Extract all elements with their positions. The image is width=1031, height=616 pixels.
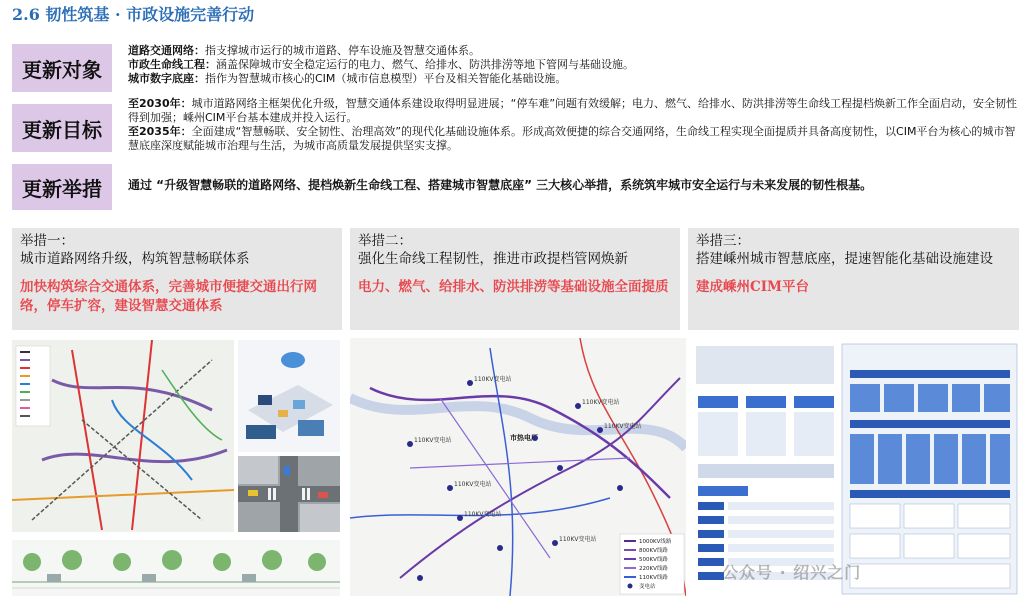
legend-item: 500KV线路 bbox=[639, 557, 668, 563]
measure-title: 强化生命线工程韧性，推进市政提档管网焕新 bbox=[358, 251, 628, 267]
cim-platform-diagram bbox=[692, 340, 1019, 596]
station-label: 110KV变电站 bbox=[454, 481, 492, 488]
measure-panel-2 bbox=[350, 228, 680, 330]
intersection-photo bbox=[238, 456, 340, 532]
measure-head: 举措二： bbox=[358, 233, 412, 249]
desc-line: 至2030年：城市道路网络主框架优化升级，智慧交通体系建设取得明显进展；“停车难”问题有效缓解；电力、燃气、给排水、防洪排涝等生命线工程提档焕新工作全面启动，安全韧性得到加强；嵊州CIM平台基本建成并投入运行。 bbox=[128, 97, 1018, 124]
desc-line: 道路交通网络：指支撑城市运行的城市道路、停车设施及智慧交通体系。 bbox=[128, 44, 480, 57]
legend-item: 变电站 bbox=[639, 584, 656, 590]
station-label: 110KV变电站 bbox=[559, 536, 597, 543]
legend-item: 800KV线路 bbox=[639, 548, 668, 554]
center-label: 市热电厂 bbox=[510, 434, 538, 442]
update-target-desc bbox=[128, 44, 1018, 86]
measure-title: 城市道路网络升级，构筑智慧畅联体系 bbox=[20, 251, 250, 267]
watermark: 公众号 · 绍兴之门 bbox=[722, 563, 862, 582]
power-grid-map bbox=[350, 338, 686, 596]
label-update-measures: 更新举措 bbox=[12, 164, 112, 210]
legend-item: 110KV线路 bbox=[639, 575, 668, 581]
desc-line: 至2035年：全面建成“智慧畅联、安全韧性、治理高效”的现代化基础设施体系。形成高效便捷的综合交通网络，生命线工程实现全面提质并具备高度韧性，以CIM平台为核心的城市智慧底座深度赋能城市治理与生活，为城市高质量发展提供坚实支撑。 bbox=[128, 125, 1016, 152]
street-section-drawing bbox=[12, 540, 340, 596]
legend-item: 220KV线路 bbox=[639, 566, 668, 572]
update-goal-desc bbox=[128, 97, 1018, 153]
station-label: 110KV变电站 bbox=[582, 399, 620, 406]
legend-item: 1000KV线路 bbox=[639, 539, 672, 545]
measure-highlight: 电力、燃气、给排水、防洪排涝等基础设施全面提质 bbox=[358, 279, 669, 295]
station-label: 110KV变电站 bbox=[474, 376, 512, 383]
page-title: 2.6 韧性筑基 · 市政设施完善行动 bbox=[12, 5, 255, 24]
label-update-target: 更新对象 bbox=[12, 44, 112, 92]
desc-line: 市政生命线工程：涵盖保障城市安全稳定运行的电力、燃气、给排水、防洪排涝等地下管网与基础设施。 bbox=[128, 58, 634, 71]
measure-highlight: 建成嵊州CIM平台 bbox=[696, 279, 810, 295]
measure-head: 举措三： bbox=[696, 233, 750, 249]
station-label: 110KV变电站 bbox=[414, 437, 452, 444]
measure-highlight: 加快构筑综合交通体系，完善城市便捷交通出行网络，停车扩容，建设智慧交通体系 bbox=[20, 279, 317, 314]
road-network-map bbox=[12, 340, 234, 532]
smart-transport-illustration bbox=[238, 340, 340, 452]
label-update-goal: 更新目标 bbox=[12, 104, 112, 152]
station-label: 110KV变电站 bbox=[464, 511, 502, 518]
measure-panel-1 bbox=[12, 228, 342, 330]
desc-line: 城市数字底座：指作为智慧城市核心的CIM（城市信息模型）平台及相关智能化基础设施。 bbox=[128, 72, 567, 85]
measure-title: 搭建嵊州城市智慧底座，提速智能化基础设施建设 bbox=[696, 251, 993, 267]
measure-head: 举措一： bbox=[20, 233, 74, 249]
measure-panel-3 bbox=[688, 228, 1019, 330]
update-measures-desc: 通过 “升级智慧畅联的道路网络、提档焕新生命线工程、搭建城市智慧底座” 三大核心举措，系统筑牢城市安全运行与未来发展的韧性根基。 bbox=[128, 178, 873, 192]
station-label: 110KV变电站 bbox=[604, 423, 642, 430]
